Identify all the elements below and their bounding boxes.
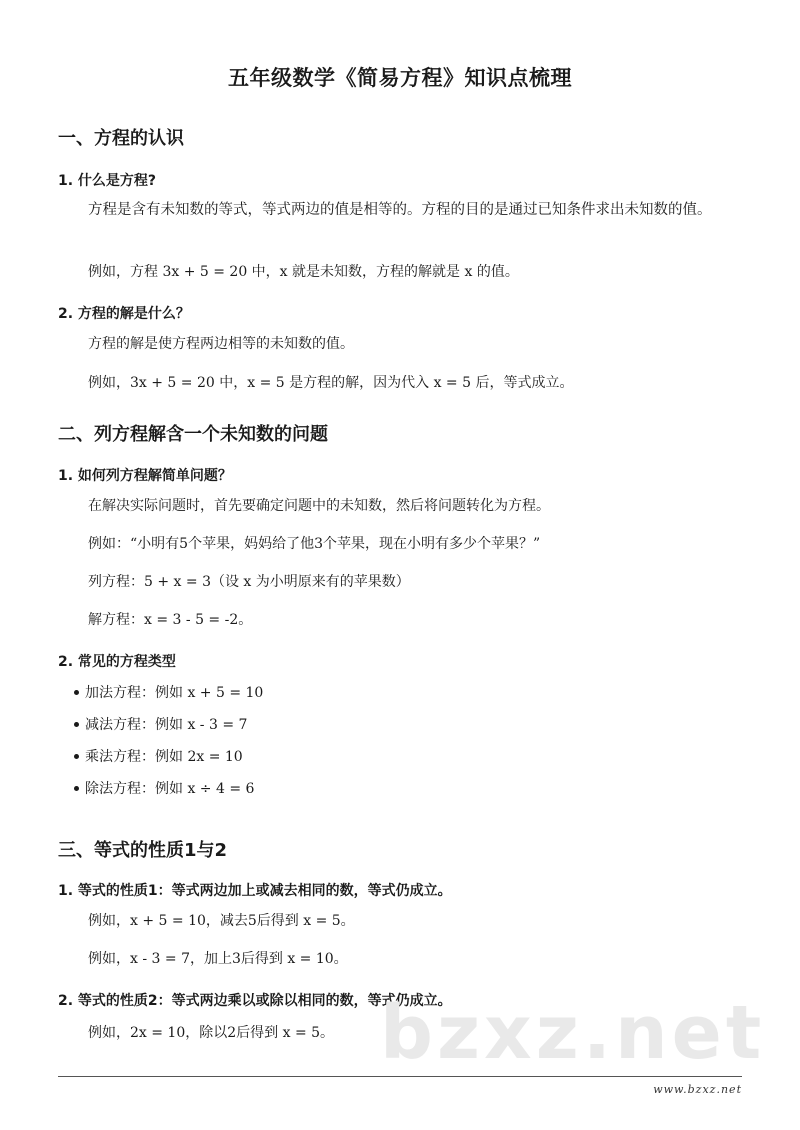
subsection-heading: 2. 等式的性质2：等式两边乘以或除以相同的数，等式仍成立。 [58, 993, 452, 1009]
subsection-heading: 2. 常见的方程类型 [58, 654, 176, 670]
paragraph: 方程是含有未知数的等式，等式两边的值是相等的。方程的目的是通过已知条件求出未知数的值。 [88, 202, 712, 218]
section-heading: 三、等式的性质1与2 [58, 840, 228, 861]
watermark: bzxz.net [380, 990, 766, 1076]
page-title: 五年级数学《简易方程》知识点梳理 [228, 66, 572, 90]
footer-url: www.bzxz.net [653, 1083, 742, 1096]
subsection-heading: 1. 什么是方程? [58, 173, 157, 189]
list-item: 加法方程：例如 x + 5 = 10 [74, 682, 263, 702]
text-line: 在解决实际问题时，首先要确定问题中的未知数，然后将问题转化为方程。 [88, 498, 550, 514]
example-line: 例如：“小明有5个苹果，妈妈给了他3个苹果，现在小明有多少个苹果？” [88, 536, 541, 552]
bullet-icon [74, 786, 79, 791]
text-line: 方程的解是使方程两边相等的未知数的值。 [88, 336, 354, 352]
example-line: 例如，2x = 10，除以2后得到 x = 5。 [88, 1025, 335, 1041]
example-line: 例如，3x + 5 = 20 中，x = 5 是方程的解，因为代入 x = 5 后，等式成立。 [88, 375, 574, 391]
example-line: 例如，方程 3x + 5 = 20 中，x 就是未知数，方程的解就是 x 的值。 [88, 264, 519, 280]
bullet-icon [74, 690, 79, 695]
bullet-icon [74, 754, 79, 759]
subsection-heading: 1. 如何列方程解简单问题？ [58, 468, 232, 484]
solution-line: 解方程：x = 3 - 5 = -2。 [88, 612, 253, 628]
example-line: 例如，x + 5 = 10，减去5后得到 x = 5。 [88, 913, 355, 929]
example-line: 例如，x - 3 = 7，加上3后得到 x = 10。 [88, 951, 348, 967]
subsection-heading: 1. 等式的性质1：等式两边加上或减去相同的数，等式仍成立。 [58, 883, 452, 899]
footer-divider [58, 1076, 742, 1077]
section-heading: 二、列方程解含一个未知数的问题 [58, 424, 328, 445]
section-heading: 一、方程的认识 [58, 128, 184, 149]
list-item: 除法方程：例如 x ÷ 4 = 6 [74, 778, 254, 798]
list-item: 减法方程：例如 x - 3 = 7 [74, 714, 247, 734]
equation-line: 列方程：5 + x = 3（设 x 为小明原来有的苹果数） [88, 574, 410, 590]
subsection-heading: 2. 方程的解是什么？ [58, 306, 190, 322]
list-item: 乘法方程：例如 2x = 10 [74, 746, 243, 766]
bullet-icon [74, 722, 79, 727]
